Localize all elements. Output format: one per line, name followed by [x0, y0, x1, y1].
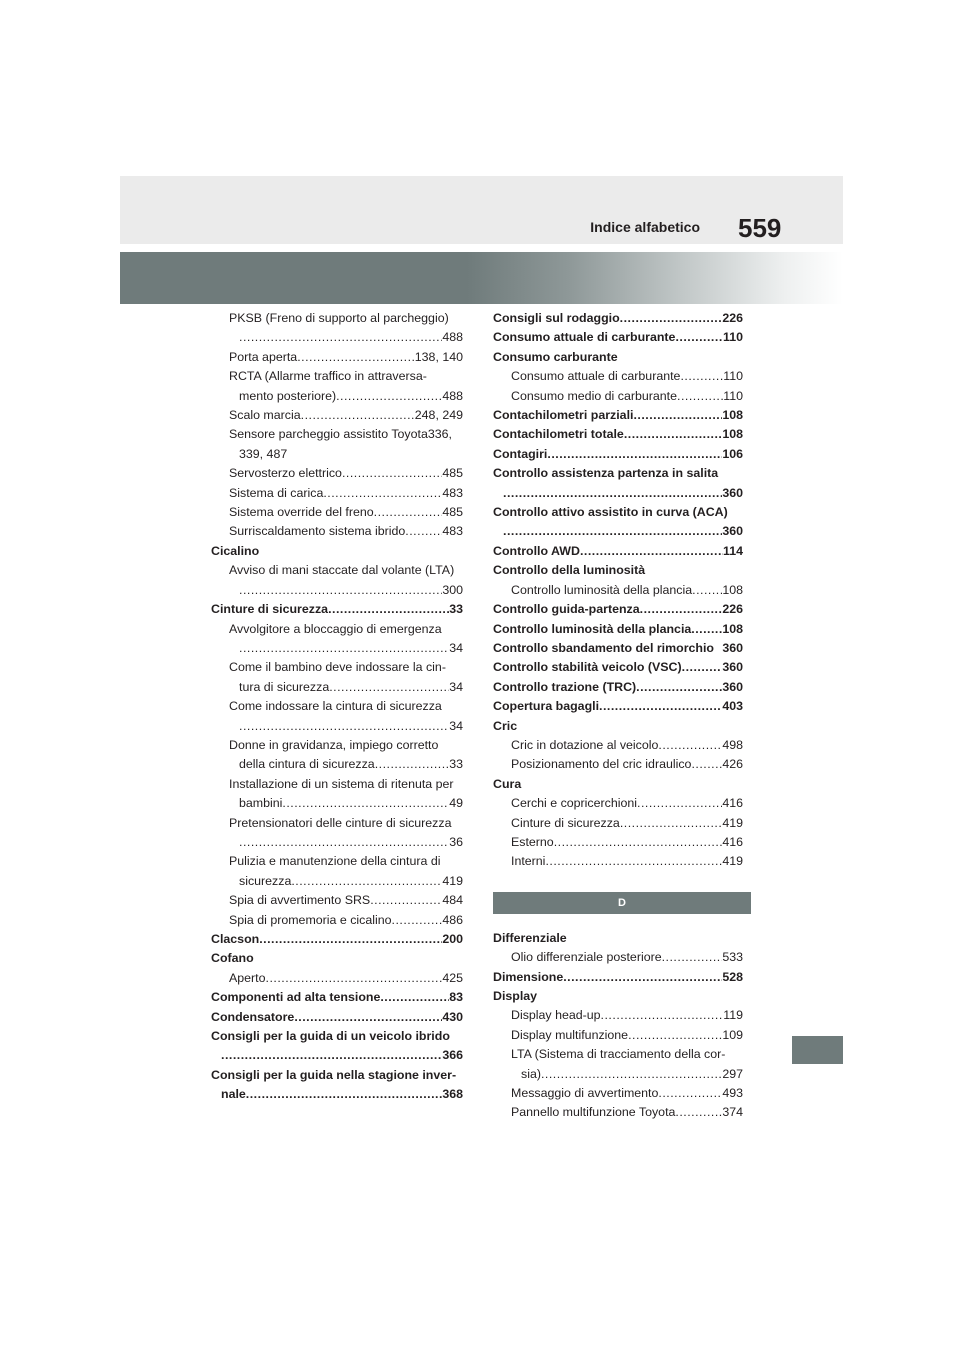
leader-dots	[691, 620, 722, 639]
leader-dots	[677, 387, 723, 406]
index-entry	[493, 503, 743, 542]
index-subentry	[211, 464, 463, 483]
leader-dots	[675, 1103, 722, 1122]
leader-dots	[405, 522, 442, 541]
index-entry	[493, 775, 743, 794]
page-reference: 34	[449, 640, 463, 655]
index-entry-text: Sistema di carica	[229, 485, 324, 500]
page-reference: 108	[722, 621, 743, 636]
index-subentry	[493, 852, 743, 871]
page-reference: 106	[722, 446, 743, 461]
index-entry-text: Posizionamento del cric idraulico	[511, 757, 692, 772]
index-entry-text: Consigli per la guida di un veicolo ibrido	[211, 1029, 450, 1044]
leader-dots	[297, 348, 415, 367]
page-reference: 226	[722, 311, 743, 325]
index-entry-text: Surriscaldamento sistema ibrido	[229, 524, 406, 539]
index-entry	[493, 464, 743, 503]
leader-dots	[636, 678, 722, 697]
index-entry	[493, 697, 743, 716]
leader-dots	[640, 600, 723, 619]
page-number: 559	[738, 213, 782, 243]
page-reference: 483	[442, 485, 463, 500]
index-entry-text: Cerchi e copricerchioni	[511, 796, 638, 811]
index-subentry	[211, 775, 463, 814]
index-entry-text: Componenti ad alta tensione	[211, 990, 381, 1005]
index-entry-text: 339, 487	[239, 446, 288, 461]
index-subentry	[211, 891, 463, 910]
index-subentry	[493, 736, 743, 755]
leader-dots	[624, 425, 723, 444]
index-subentry	[493, 1084, 743, 1103]
page-reference: 34	[449, 718, 463, 733]
leader-dots	[246, 1085, 443, 1104]
page-reference: 374	[722, 1105, 743, 1120]
page-reference: 484	[442, 893, 463, 908]
leader-dots	[554, 833, 723, 852]
index-entry-text: PKSB (Freno di supporto al parcheggio)	[229, 311, 449, 325]
chapter-thumb-tab	[792, 1036, 843, 1064]
leader-dots	[633, 406, 722, 425]
leader-dots	[239, 639, 449, 658]
leader-dots	[599, 697, 722, 716]
leader-dots	[601, 1006, 724, 1025]
index-entry	[211, 1008, 463, 1027]
index-entry-text: nale	[221, 1087, 246, 1102]
index-column-right	[493, 309, 743, 1123]
index-entry-text: Consigli sul rodaggio	[493, 311, 620, 325]
page-reference: 110	[723, 369, 743, 384]
page-reference: 493	[722, 1086, 743, 1101]
leader-dots	[658, 736, 722, 755]
index-subentry	[493, 794, 743, 813]
leader-dots	[375, 755, 450, 774]
page-reference: 419	[722, 815, 743, 830]
index-subentry	[211, 425, 463, 464]
page-reference: 360	[722, 660, 743, 675]
index-entry-text: Olio differenziale posteriore	[511, 950, 662, 965]
page-reference: 108	[722, 582, 743, 597]
index-heading: Cric	[493, 718, 518, 733]
leader-dots	[239, 833, 449, 852]
index-entry	[493, 639, 743, 658]
page-reference: 360	[722, 524, 743, 539]
index-entry-text: Pretensionatori delle cinture di sicurezza	[229, 815, 452, 830]
index-subentry	[211, 658, 463, 697]
index-entry-text: Scalo marcia	[229, 408, 301, 423]
page-reference: 138, 140	[414, 349, 463, 364]
index-entry-text: Come indossare la cintura di sicurezza	[229, 699, 442, 714]
page-reference: 360	[722, 679, 743, 694]
index-entry-text: Messaggio di avvertimento	[511, 1086, 659, 1101]
index-entry-text: Come il bambino deve indossare la cin-	[229, 660, 446, 675]
page-reference: 109	[722, 1027, 743, 1042]
index-entry	[211, 1027, 463, 1066]
leader-dots	[503, 484, 722, 503]
index-entry-text: Controllo sbandamento del rimorchio	[493, 640, 714, 655]
leader-dots	[282, 794, 449, 813]
page-reference: 430	[442, 1009, 463, 1024]
index-entry-text: Servosterzo elettrico	[229, 466, 342, 481]
page-reference: 366	[442, 1048, 463, 1063]
index-entry-text: RCTA (Allarme traffico in attraversa-	[229, 369, 427, 384]
index-entry-text: Controllo guida-partenza	[493, 602, 640, 617]
index-entry	[493, 328, 743, 347]
index-entry	[211, 542, 463, 561]
index-heading: Controllo della luminosità	[493, 563, 646, 578]
leader-dots	[291, 872, 442, 891]
index-entry-text: Display head-up	[511, 1008, 601, 1023]
page-reference: 110	[723, 388, 743, 403]
index-subentry	[493, 1006, 743, 1025]
index-subentry	[211, 309, 463, 348]
leader-dots	[620, 309, 723, 328]
index-subentry	[493, 814, 743, 833]
index-entry-text: Pulizia e manutenzione della cintura di	[229, 854, 441, 869]
leader-dots	[691, 755, 722, 774]
index-entry-text: mento posteriore)	[239, 388, 337, 403]
leader-dots	[323, 484, 442, 503]
leader-dots	[239, 581, 442, 600]
index-entry	[211, 949, 463, 968]
index-subentry	[493, 367, 743, 386]
index-entry-text: Copertura bagagli	[493, 699, 600, 714]
leader-dots	[628, 1026, 722, 1045]
page-reference: 368	[442, 1087, 463, 1102]
index-entry-text: Consumo attuale di carburante	[493, 330, 676, 345]
leader-dots	[503, 522, 722, 541]
index-subentry	[211, 503, 463, 522]
leader-dots	[662, 948, 723, 967]
index-entry-text: bambini	[239, 796, 283, 811]
index-entry	[493, 309, 743, 328]
index-entry	[211, 1066, 463, 1105]
index-heading: Cicalino	[211, 543, 260, 558]
index-entry-text: Display multifunzione	[511, 1027, 629, 1042]
leader-dots	[329, 678, 449, 697]
index-entry-text: Spia di promemoria e cicalino	[229, 912, 392, 927]
leader-dots	[680, 367, 723, 386]
page-reference: 485	[442, 466, 463, 481]
page-reference: 119	[723, 1008, 743, 1023]
index-subentry	[211, 367, 463, 406]
leader-dots	[342, 464, 442, 483]
header-gradient-band	[120, 252, 843, 304]
index-entry-text: Condensatore	[211, 1009, 295, 1024]
page-reference: 108	[722, 427, 743, 442]
page-reference: 488	[442, 388, 463, 403]
page-reference: 110	[723, 330, 743, 345]
index-subentry	[211, 852, 463, 891]
index-entry-text: tura di sicurezza	[239, 679, 330, 694]
index-heading: Display	[493, 989, 538, 1003]
leader-dots	[239, 328, 442, 347]
index-entry-text: Cric in dotazione al veicolo	[511, 737, 659, 752]
index-entry-text: Dimensione	[493, 969, 564, 984]
index-entry-text: Porta aperta	[229, 349, 298, 364]
index-heading: Cura	[493, 776, 522, 791]
leader-dots	[637, 794, 722, 813]
leader-dots	[547, 445, 722, 464]
index-entry-text: Sistema override del freno	[229, 505, 374, 520]
index-entry-text: Controllo trazione (TRC)	[493, 679, 637, 694]
section-letter-header: D	[493, 892, 751, 914]
page-reference: 36	[449, 834, 463, 849]
page-reference: 108	[722, 408, 743, 423]
leader-dots	[380, 988, 449, 1007]
index-entry-text: Esterno	[511, 834, 554, 849]
index-entry	[493, 987, 743, 1006]
index-subentry	[211, 736, 463, 775]
index-entry-text: Interni	[511, 854, 546, 869]
index-subentry	[493, 1045, 743, 1084]
leader-dots	[374, 503, 443, 522]
leader-dots	[239, 717, 449, 736]
leader-dots	[328, 600, 449, 619]
leader-dots	[658, 1084, 722, 1103]
page-reference: 488	[442, 330, 463, 345]
index-entry	[493, 348, 743, 367]
index-heading: Differenziale	[493, 930, 567, 945]
leader-dots	[392, 911, 443, 930]
page-reference: 33	[449, 602, 463, 617]
index-subentry	[211, 484, 463, 503]
index-entry-text: Cinture di sicurezza	[511, 815, 620, 830]
index-entry-text: Contagiri	[493, 446, 548, 461]
index-subentry	[211, 406, 463, 425]
leader-dots	[336, 387, 442, 406]
index-entry-text: Controllo luminosità della plancia	[493, 621, 692, 636]
index-heading: Consumo carburante	[493, 349, 618, 364]
page-reference: 486	[442, 912, 463, 927]
index-entry	[493, 929, 743, 948]
index-entry-text: della cintura di sicurezza	[239, 757, 375, 772]
index-entry	[493, 678, 743, 697]
page-reference: 360	[722, 640, 743, 655]
leader-dots	[692, 581, 722, 600]
index-entry	[493, 600, 743, 619]
page-reference: 416	[722, 834, 743, 849]
leader-dots	[563, 968, 722, 987]
index-entry-text: Cinture di sicurezza	[211, 602, 329, 617]
page-reference: 483	[442, 524, 463, 539]
index-subentry	[493, 1026, 743, 1045]
page-reference: 416	[722, 796, 743, 811]
index-subentry	[493, 948, 743, 967]
page-reference: 248, 249	[414, 408, 463, 423]
leader-dots	[620, 814, 723, 833]
page-reference: 425	[442, 970, 463, 985]
index-entry-text: Consumo medio di carburante	[511, 388, 677, 403]
index-entry	[493, 658, 743, 677]
index-entry	[493, 968, 743, 987]
index-subentry	[493, 581, 743, 600]
index-subentry	[211, 620, 463, 659]
index-entry	[211, 988, 463, 1007]
index-subentry	[211, 522, 463, 541]
index-entry-text: Aperto	[229, 970, 266, 985]
index-subentry	[211, 348, 463, 367]
index-subentry	[211, 697, 463, 736]
leader-dots	[675, 328, 723, 347]
index-subentry	[493, 755, 743, 774]
page-reference: 226	[722, 602, 743, 617]
index-entry-text: Avviso di mani staccate dal volante (LTA)	[229, 563, 455, 578]
leader-dots	[259, 930, 442, 949]
index-entry-text: Spia di avvertimento SRS	[229, 893, 371, 908]
leader-dots	[370, 891, 442, 910]
index-subentry	[211, 814, 463, 853]
index-column-left	[211, 309, 463, 1105]
index-subentry	[211, 911, 463, 930]
index-entry-text: sia)	[521, 1066, 541, 1081]
page-reference: 49	[449, 796, 463, 811]
index-subentry	[211, 561, 463, 600]
index-entry-text: Controllo assistenza partenza in salita	[493, 466, 719, 481]
leader-dots	[545, 852, 722, 871]
page-reference: 33	[449, 757, 463, 772]
leader-dots	[541, 1065, 722, 1084]
index-entry-text: Avvolgitore a bloccaggio di emergenza	[229, 621, 442, 636]
page-reference: 114	[723, 543, 743, 558]
page-reference: 83	[449, 990, 463, 1005]
index-entry	[493, 406, 743, 425]
leader-dots	[301, 406, 415, 425]
index-entry-text: Contachilometri totale	[493, 427, 624, 442]
leader-dots	[266, 969, 443, 988]
leader-dots	[580, 542, 723, 561]
index-entry	[493, 425, 743, 444]
index-entry	[493, 542, 743, 561]
index-entry	[493, 445, 743, 464]
page-reference: 485	[442, 505, 463, 520]
page-reference: 297	[722, 1066, 743, 1081]
index-entry-text: Clacson	[211, 932, 260, 946]
page-reference: 34	[449, 679, 463, 694]
index-entry-text: Sensore parcheggio assistito Toyota336,	[229, 427, 452, 442]
page-reference: 300	[442, 582, 463, 597]
index-entry-text: sicurezza	[239, 873, 292, 888]
index-entry	[493, 620, 743, 639]
page-reference: 419	[442, 873, 463, 888]
leader-dots	[294, 1008, 442, 1027]
section-title: Indice alfabetico	[590, 219, 700, 235]
index-entry	[493, 561, 743, 580]
index-entry	[211, 930, 463, 949]
page-reference: 200	[442, 932, 463, 946]
page-reference: 498	[722, 737, 743, 752]
page-reference: 360	[722, 485, 743, 500]
index-entry-text: Controllo luminosità della plancia	[511, 582, 693, 597]
header-bar	[120, 176, 843, 244]
page-reference: 403	[722, 699, 743, 714]
index-entry-text: Donne in gravidanza, impiego corretto	[229, 737, 439, 752]
index-entry-text: Consigli per la guida nella stagione inver-	[211, 1067, 457, 1082]
index-entry-text: Consumo attuale di carburante	[511, 369, 681, 384]
page-reference: 419	[722, 854, 743, 869]
index-entry-text: Pannello multifunzione Toyota	[511, 1105, 676, 1120]
leader-dots	[221, 1046, 442, 1065]
index-entry-text: Installazione di un sistema di ritenuta per	[229, 776, 454, 791]
index-entry-text: Controllo attivo assistito in curva (ACA)	[493, 505, 728, 520]
index-subentry	[493, 1103, 743, 1122]
page-reference: 528	[722, 969, 743, 984]
index-entry	[211, 600, 463, 619]
index-entry-text: Contachilometri parziali	[493, 408, 634, 423]
index-entry-text: LTA (Sistema di tracciamento della cor-	[511, 1047, 726, 1062]
index-entry-text: Controllo stabilità veicolo (VSC)	[493, 660, 682, 675]
index-entry	[493, 717, 743, 736]
leader-dots	[682, 658, 723, 677]
index-subentry	[493, 387, 743, 406]
index-entry-text: Controllo AWD	[493, 543, 580, 558]
index-heading: Cofano	[211, 951, 254, 966]
page-reference: 533	[722, 950, 743, 965]
index-subentry	[211, 969, 463, 988]
page-reference: 426	[722, 757, 743, 772]
index-subentry	[493, 833, 743, 852]
